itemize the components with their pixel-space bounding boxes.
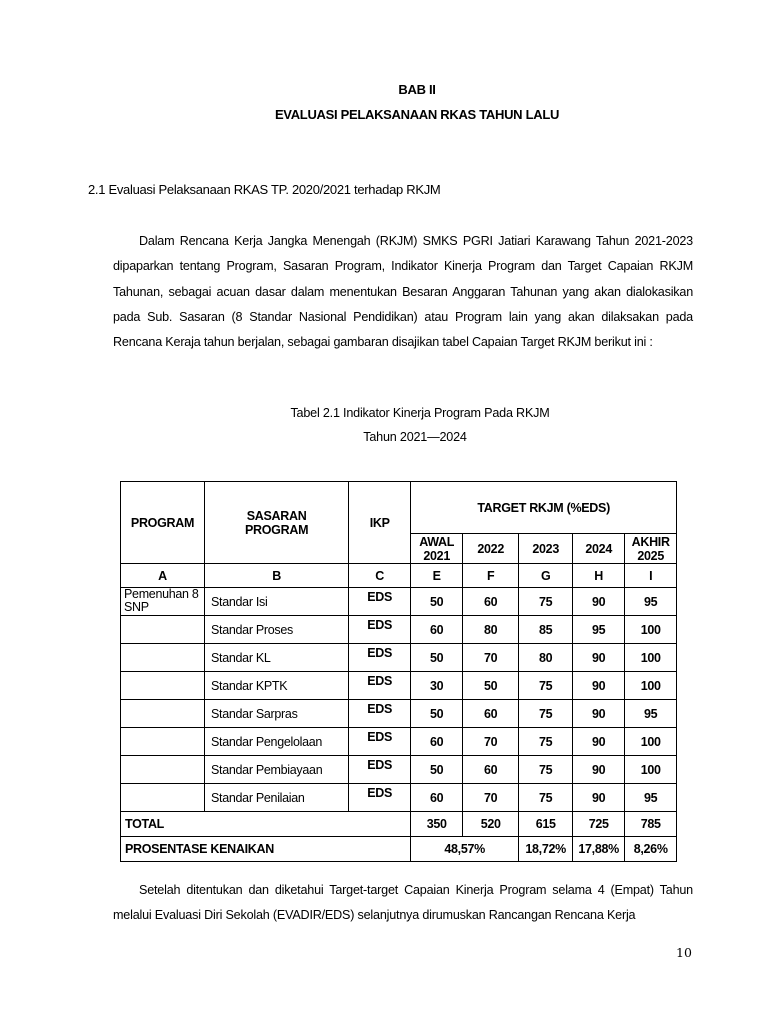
header-program: PROGRAM [121,482,205,564]
section-title: 2.1 Evaluasi Pelaksanaan RKAS TP. 2020/2021 terhadap RKJM [88,182,441,197]
prosentase-label: PROSENTASE KENAIKAN [121,837,411,862]
target-value-cell: 90 [573,728,625,756]
sasaran-cell: Standar Sarpras [205,700,349,728]
target-value-cell: 50 [411,756,463,784]
target-value-cell: 30 [411,672,463,700]
total-value: 615 [519,812,573,837]
prosentase-value: 18,72% [519,837,573,862]
header-year-2022: 2022 [463,534,519,564]
header-year-awal: AWAL 2021 [411,534,463,564]
target-value-cell: 60 [463,756,519,784]
target-value-cell: 50 [411,700,463,728]
target-value-cell: 85 [519,616,573,644]
target-value-cell: 60 [411,616,463,644]
sasaran-cell: Standar KPTK [205,672,349,700]
sasaran-cell: Standar Pengelolaan [205,728,349,756]
target-value-cell: 60 [463,588,519,616]
target-value-cell: 90 [573,672,625,700]
target-value-cell: 60 [411,784,463,812]
target-value-cell: 60 [411,728,463,756]
header-year-akhir: AKHIR 2025 [625,534,677,564]
target-value-cell: 90 [573,756,625,784]
target-value-cell: 75 [519,672,573,700]
total-value: 520 [463,812,519,837]
target-value-cell: 75 [519,784,573,812]
table-row [121,616,677,644]
table-caption-years: Tahun 2021—2024 [363,430,467,444]
target-value-cell: 100 [625,672,677,700]
col-letter: E [411,564,463,588]
ikp-cell: EDS [349,756,411,784]
closing-paragraph: Setelah ditentukan dan diketahui Target-target Capaian Kinerja Program selama 4 (Empat) Tahun melalui Evaluasi Diri Sekolah (EVADIR/EDS) selanjutnya dirumuskan Rancangan Rencana Kerja [113,883,693,923]
col-letter: F [463,564,519,588]
total-value: 350 [411,812,463,837]
target-value-cell: 70 [463,784,519,812]
target-value-cell: 60 [463,700,519,728]
col-letter: I [625,564,677,588]
target-value-cell: 100 [625,644,677,672]
sasaran-cell: Standar Pembiayaan [205,756,349,784]
table-caption: Tabel 2.1 Indikator Kinerja Program Pada RKJM [290,406,550,420]
program-cell-empty [121,784,205,812]
target-value-cell: 75 [519,588,573,616]
target-value-cell: 90 [573,588,625,616]
table-row [121,700,677,728]
table-row [121,784,677,812]
total-value: 785 [625,812,677,837]
target-value-cell: 95 [573,616,625,644]
target-value-cell: 90 [573,700,625,728]
col-letter: B [205,564,349,588]
ikp-cell: EDS [349,672,411,700]
ikp-cell: EDS [349,728,411,756]
rkjm-target-table [120,481,677,862]
target-value-cell: 95 [625,588,677,616]
table-row [121,644,677,672]
col-letter: C [349,564,411,588]
prosentase-row [121,837,677,862]
program-cell-empty [121,700,205,728]
program-cell-empty [121,728,205,756]
ikp-cell: EDS [349,644,411,672]
sasaran-cell: Standar Isi [205,588,349,616]
target-value-cell: 80 [519,644,573,672]
header-sasaran: SASARAN PROGRAM [205,482,349,564]
target-value-cell: 50 [411,588,463,616]
target-value-cell: 100 [625,616,677,644]
target-value-cell: 95 [625,700,677,728]
target-value-cell: 75 [519,756,573,784]
table-row [121,728,677,756]
sasaran-cell: Standar Proses [205,616,349,644]
total-label: TOTAL [121,812,411,837]
target-value-cell: 80 [463,616,519,644]
ikp-cell: EDS [349,784,411,812]
target-value-cell: 75 [519,728,573,756]
prosentase-value: 17,88% [573,837,625,862]
target-value-cell: 50 [463,672,519,700]
table-row [121,756,677,784]
program-cell-empty [121,644,205,672]
sasaran-cell: Standar Penilaian [205,784,349,812]
program-cell: Pemenuhan 8 SNP [121,588,205,616]
sasaran-cell: Standar KL [205,644,349,672]
chapter-title: EVALUASI PELAKSANAAN RKAS TAHUN LALU [274,107,560,122]
table-row [121,588,677,616]
header-ikp: IKP [349,482,411,564]
target-value-cell: 75 [519,700,573,728]
ikp-cell: EDS [349,616,411,644]
target-value-cell: 100 [625,756,677,784]
target-value-cell: 95 [625,784,677,812]
total-value: 725 [573,812,625,837]
program-cell-empty [121,756,205,784]
target-value-cell: 70 [463,728,519,756]
program-cell-empty [121,672,205,700]
prosentase-value: 8,26% [625,837,677,862]
chapter-label: BAB II [398,82,436,97]
col-letter: A [121,564,205,588]
table-row [121,672,677,700]
header-year-2023: 2023 [519,534,573,564]
target-value-cell: 70 [463,644,519,672]
prosentase-value: 48,57% [411,837,519,862]
col-letter: H [573,564,625,588]
intro-paragraph: Dalam Rencana Kerja Jangka Menengah (RKJM) SMKS PGRI Jatiari Karawang Tahun 2021-2023 dipaparkan tentang Program, Sasaran Program, Indikator Kinerja Program dan Target Capaian RKJM Tahunan, sebagai acuan dasar dalam menentukan Besaran Anggaran Tahunan yang akan dialokasikan pada Sub. Sasaran (8 Standar Nasional Pendidikan) atau Program lain yang akan dilaksakan pada Rencana Keraja tahun berjalan, sebagai gambaran disajikan tabel Capaian Target RKJM berikut ini : [113,234,693,350]
page-number: 10 [676,945,692,960]
program-cell-empty [121,616,205,644]
target-value-cell: 90 [573,644,625,672]
col-letter: G [519,564,573,588]
header-target: TARGET RKJM (%EDS) [411,482,677,534]
target-value-cell: 100 [625,728,677,756]
header-year-2024: 2024 [573,534,625,564]
ikp-cell: EDS [349,588,411,616]
total-row [121,812,677,837]
ikp-cell: EDS [349,700,411,728]
target-value-cell: 90 [573,784,625,812]
target-value-cell: 50 [411,644,463,672]
